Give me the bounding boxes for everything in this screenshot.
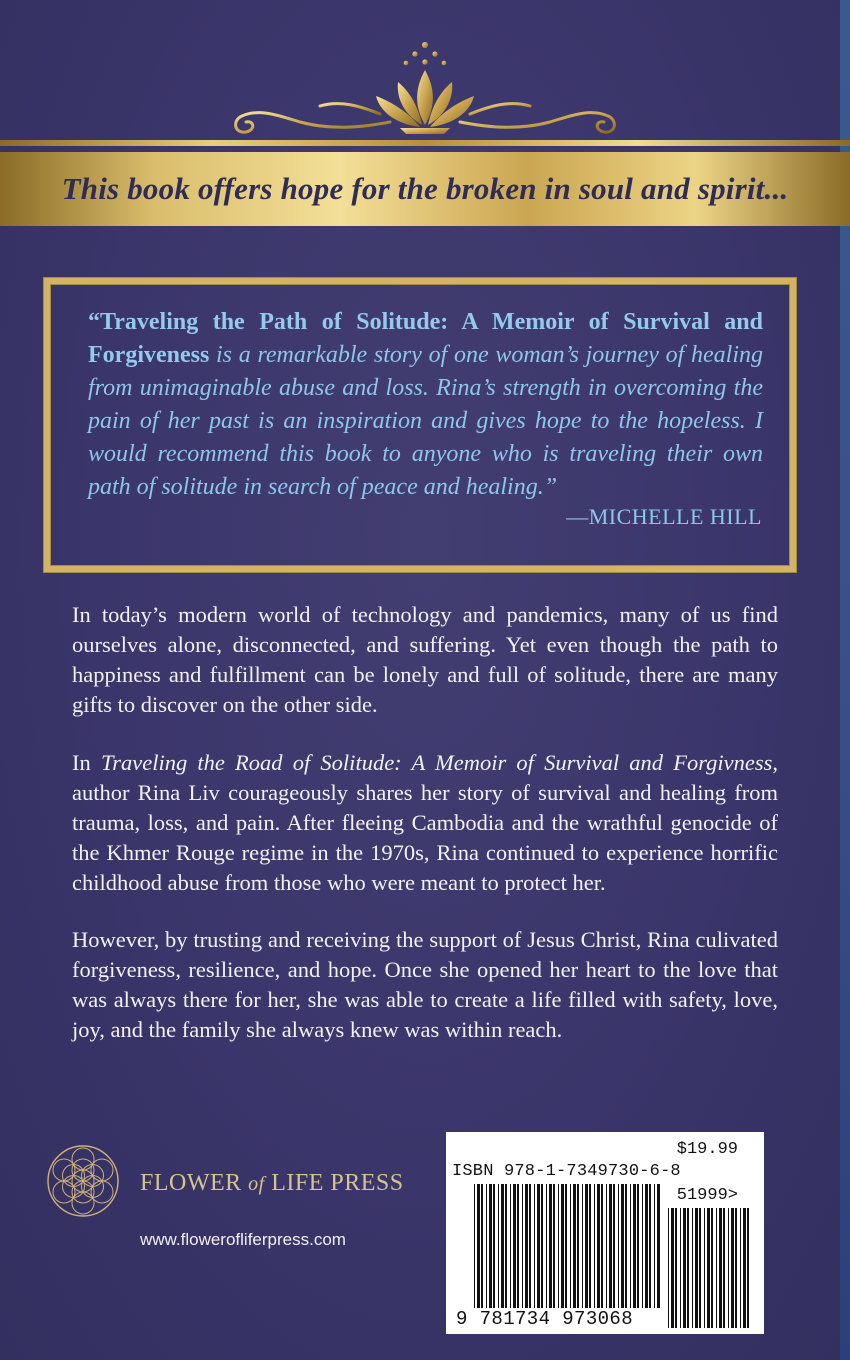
barcode-bar [481,1184,483,1308]
barcode-bar [707,1208,710,1328]
barcode-bar [573,1184,576,1308]
barcode-bar [561,1184,564,1308]
barcode-bar [513,1184,516,1308]
ean-barcode [474,1184,660,1308]
barcode-bar [498,1184,499,1308]
description-paragraph-3: However, by trusting and receiving the support of Jesus Christ, Rina culivated forgiveness, resilience, and hope. Once she opened her heart to the love that was always there for her, she was able to create a life filled with safety, love, joy, and the family she always knew was within reach. [72,927,778,1042]
barcode-bar [505,1184,507,1308]
tagline: This book offers hope for the broken in soul and spirit... [61,171,789,206]
barcode-bar [510,1184,511,1308]
barcode-bar [594,1184,595,1308]
barcode-bar [657,1184,660,1308]
p2-body: author Rina Liv courageously shares her story of survival and healing from trauma, loss, and pain. After fleeing Cambodia and the wrathful genocide of the Khmer Rouge regime in the 1970s, Rina continued to experience horrific childhood abuse from those who were meant to protect her. [72,780,778,895]
barcode-bar [728,1208,729,1328]
barcode-bar [743,1208,746,1328]
barcode-bar [711,1208,713,1328]
barcode-bar [668,1208,669,1328]
isbn-barcode-label [446,1132,764,1334]
price: $19.99 [676,1140,738,1159]
barcode-bar [621,1184,624,1308]
barcode-bar [486,1184,487,1308]
barcode-bar [625,1184,627,1308]
barcode-bar [649,1184,651,1308]
barcode-bar [517,1184,519,1308]
barcode-bar [675,1208,677,1328]
testimonial-attribution: —MICHELLE HILL [566,504,762,529]
quote-open-mark: “ [88,309,100,335]
barcode-bar [735,1208,737,1328]
barcode-bar [716,1208,717,1328]
barcode-bar [683,1208,686,1328]
barcode-bar [740,1208,741,1328]
barcode-bar [618,1184,619,1308]
publisher-name-2: LIFE PRESS [264,1170,404,1196]
barcode-bar [654,1184,655,1308]
barcode-bar [549,1184,552,1308]
description-paragraph-2 [72,748,778,898]
barcode-bar [529,1184,531,1308]
barcode-bar [489,1184,492,1308]
barcode-bar [645,1184,648,1308]
quoted-book-title: Traveling the Path of Solitude: A Memoir of Survival and Forgiveness [88,309,763,368]
barcode-bar [534,1184,535,1308]
p2-book-title: Traveling the Road of Solitude: A Memoir of Survival and Forgivness, [100,750,778,775]
barcode-bar [501,1184,504,1308]
barcode-bar [719,1208,722,1328]
barcode-bar [637,1184,639,1308]
barcode-bar [699,1208,701,1328]
p2-prefix: In [72,750,101,775]
gold-divider [0,140,850,146]
barcode-bar [546,1184,547,1308]
quote-body: is a remarkable story of one woman’s journey of healing from unimaginable abuse and loss. Rina’s strength in overcoming the pain of her past is an inspiration and gives hope to the hopeless. I would recommend this book to anyone who is traveling their own path of solitude in search of peace and healing.” [88,342,763,500]
barcode-bar [671,1208,674,1328]
barcode-bar [525,1184,528,1308]
publisher-name-of: of [248,1173,265,1195]
flower-of-life-icon [46,1144,120,1218]
barcode-bar [633,1184,636,1308]
barcode-bar [474,1184,475,1308]
barcode-bar [537,1184,540,1308]
publisher-website: www.flowerofliferpress.com [140,1230,346,1249]
addon-code: 51999> [676,1186,738,1205]
barcode-bar [613,1184,615,1308]
barcode-bar [630,1184,631,1308]
barcode-bar [477,1184,480,1308]
barcode-bar [747,1208,749,1328]
barcode-bar [609,1184,612,1308]
barcode-bar [553,1184,555,1308]
description-paragraph-1: In today’s modern world of technology and pandemics, many of us find ourselves alone, disconnected, and suffering. Yet even though the path to happiness and fulfillment can be lonely and full of solitude, there are many gifts to discover on the other side. [72,602,778,717]
barcode-bar [582,1184,583,1308]
addon-barcode [668,1208,750,1328]
barcode-bar [642,1184,643,1308]
barcode-bar [597,1184,600,1308]
barcode-bar [585,1184,588,1308]
barcode-bar [680,1208,681,1328]
ean-digits: 9 781734 973068 [456,1308,634,1330]
barcode-bar [589,1184,591,1308]
publisher-name [140,1170,404,1197]
barcode-bar [558,1184,559,1308]
barcode-bar [493,1184,495,1308]
barcode-bar [606,1184,607,1308]
barcode-bar [541,1184,543,1308]
barcode-bar [601,1184,603,1308]
lotus-ornament-icon [230,30,620,140]
barcode-bar [731,1208,734,1328]
barcode-bar [695,1208,698,1328]
publisher-name-1: FLOWER [140,1170,249,1196]
tagline-banner [0,152,850,226]
barcode-bar [570,1184,571,1308]
testimonial-quote [88,306,763,504]
isbn-number: ISBN 978-1-7349730-6-8 [452,1162,681,1181]
barcode-bar [692,1208,693,1328]
barcode-bar [723,1208,725,1328]
barcode-bar [704,1208,705,1328]
barcode-bar [687,1208,689,1328]
barcode-bar [565,1184,567,1308]
barcode-bar [522,1184,523,1308]
barcode-bar [577,1184,579,1308]
